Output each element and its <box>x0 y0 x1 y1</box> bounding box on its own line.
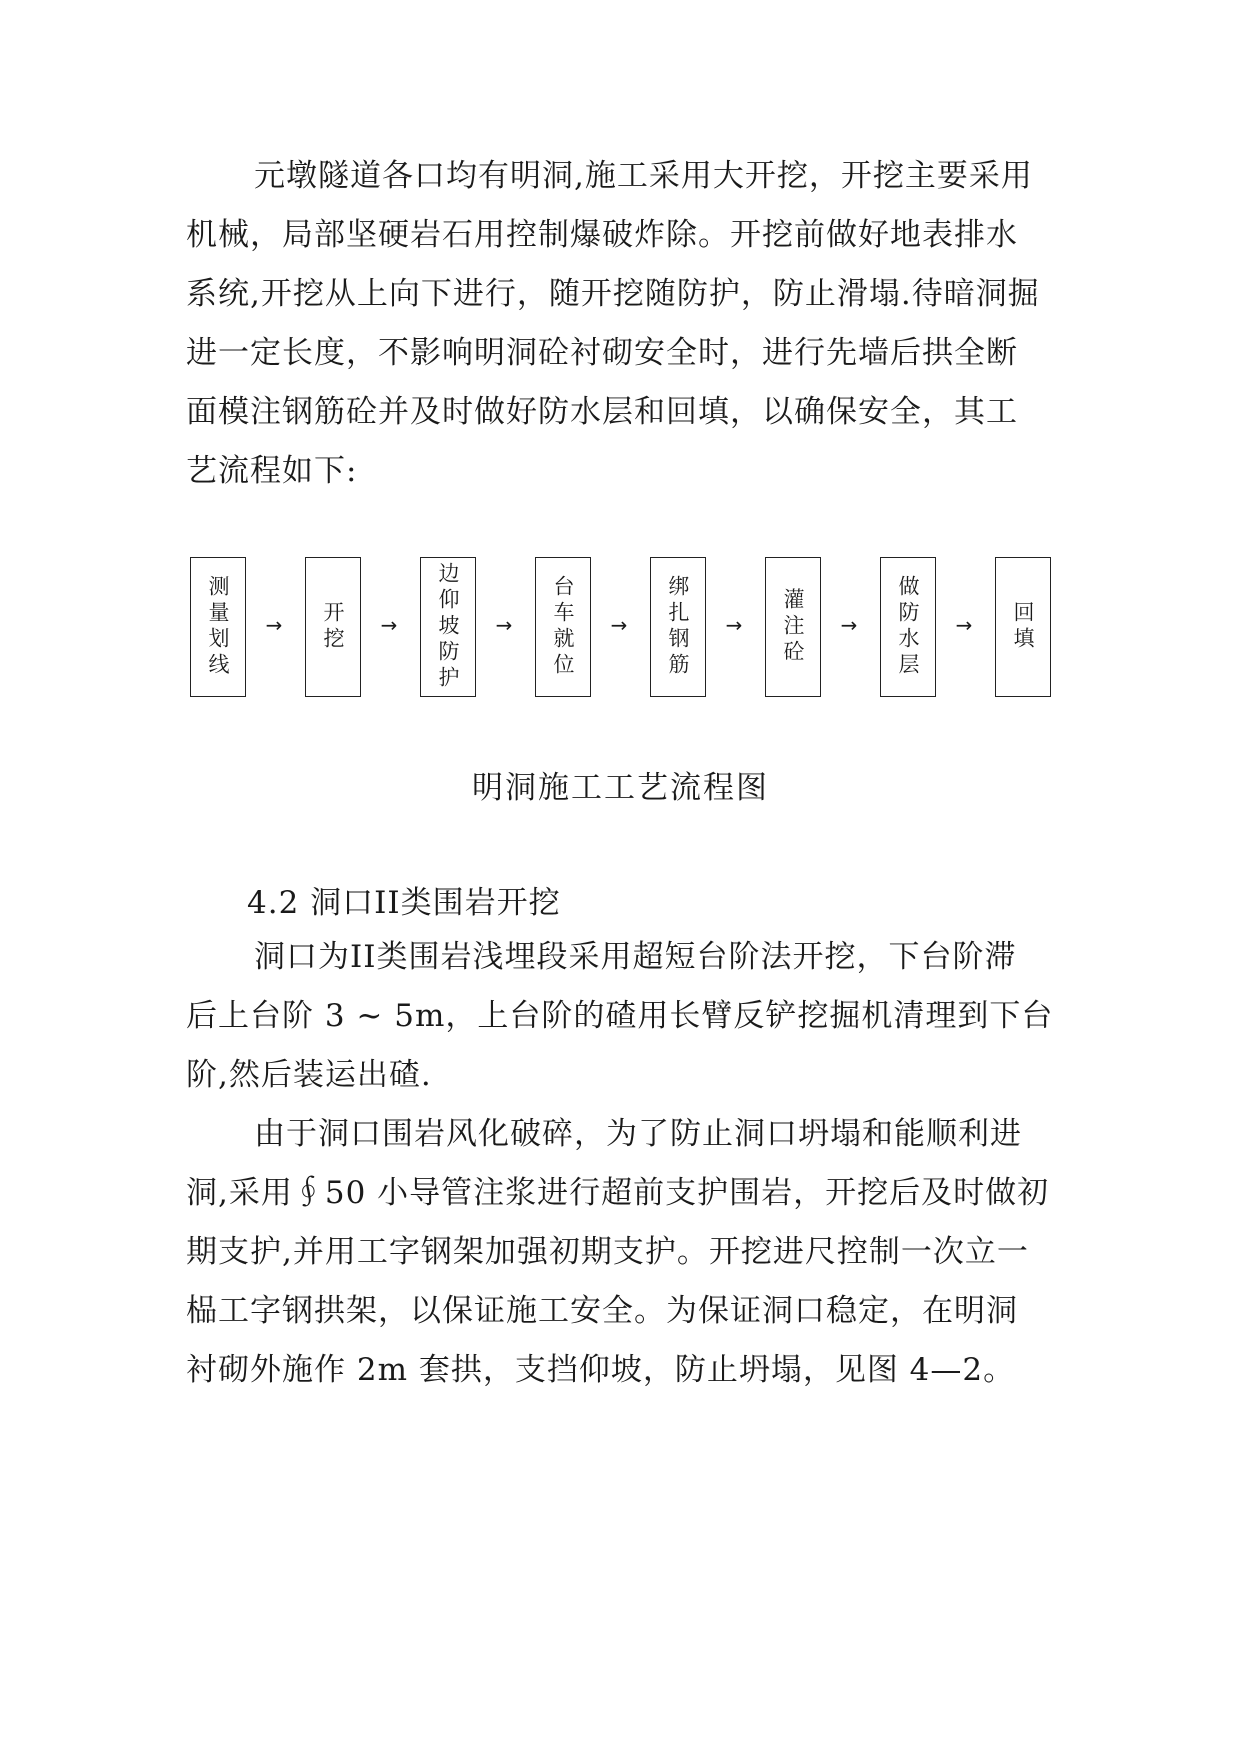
flow-step-label: 台车就位 <box>551 575 575 679</box>
flow-arrow: → <box>610 613 628 637</box>
flow-step-rebar-tying <box>650 557 706 697</box>
paragraph-line: 后上台阶 3 ~ 5m，上台阶的碴用长臂反铲挖掘机清理到下台 <box>186 998 1054 1034</box>
paragraph-support-measures <box>186 1105 1054 1400</box>
flow-step-label: 开挖 <box>321 601 345 653</box>
flow-arrow: → <box>725 613 743 637</box>
flow-step-label: 灌注砼 <box>781 588 805 666</box>
flow-step-label: 回填 <box>1011 601 1035 653</box>
flow-step-waterproofing <box>880 557 936 697</box>
flowchart-caption: 明洞施工工艺流程图 <box>472 770 769 806</box>
flow-step-label: 测量划线 <box>206 575 230 679</box>
flow-arrow: → <box>380 613 398 637</box>
flow-step-excavation <box>305 557 361 697</box>
flow-step-slope-protection <box>420 557 476 697</box>
flow-step-label: 做防水层 <box>896 575 920 679</box>
flow-step-formwork-trolley <box>535 557 591 697</box>
paragraph-line: 面模注钢筋砼并及时做好防水层和回填，以确保安全，其工 <box>186 394 1018 430</box>
flow-step-backfill <box>995 557 1051 697</box>
flow-step-concrete-pouring <box>765 557 821 697</box>
paragraph-line: 阶,然后装运出碴. <box>186 1057 432 1093</box>
paragraph-line: 榀工字钢拱架，以保证施工安全。为保证洞口稳定，在明洞 <box>186 1293 1018 1329</box>
flow-step-label: 绑扎钢筋 <box>666 575 690 679</box>
flow-arrow: → <box>840 613 858 637</box>
paragraph-line: 元墩隧道各口均有明洞,施工采用大开挖，开挖主要采用 <box>254 158 1033 194</box>
paragraph-line: 洞口为II类围岩浅埋段采用超短台阶法开挖，下台阶滞 <box>254 939 1017 975</box>
section-heading: 4.2 洞口II类围岩开挖 <box>247 885 561 921</box>
paragraph-bench-method <box>186 928 1054 1105</box>
flow-arrow: → <box>495 613 513 637</box>
flow-step-label: 边仰坡防护 <box>436 562 460 692</box>
flow-arrow: → <box>265 613 283 637</box>
flow-step-survey <box>190 557 246 697</box>
paragraph-line: 期支护,并用工字钢架加强初期支护。开挖进尺控制一次立一 <box>186 1234 1029 1270</box>
paragraph-open-cut-intro <box>186 147 1054 501</box>
paragraph-line: 系统,开挖从上向下进行，随开挖随防护，防止滑塌.待暗洞掘 <box>186 276 1040 312</box>
paragraph-line: 艺流程如下: <box>186 453 358 489</box>
paragraph-line: 机械，局部坚硬岩石用控制爆破炸除。开挖前做好地表排水 <box>186 217 1018 253</box>
paragraph-line: 由于洞口围岩风化破碎，为了防止洞口坍塌和能顺利进 <box>254 1116 1022 1152</box>
paragraph-line: 洞,采用∮50 小导管注浆进行超前支护围岩，开挖后及时做初 <box>186 1175 1050 1211</box>
process-flowchart <box>190 557 1050 699</box>
paragraph-line: 进一定长度，不影响明洞砼衬砌安全时，进行先墙后拱全断 <box>186 335 1018 371</box>
flow-arrow: → <box>955 613 973 637</box>
paragraph-line: 衬砌外施作 2m 套拱，支挡仰坡，防止坍塌，见图 4—2。 <box>186 1352 1016 1388</box>
